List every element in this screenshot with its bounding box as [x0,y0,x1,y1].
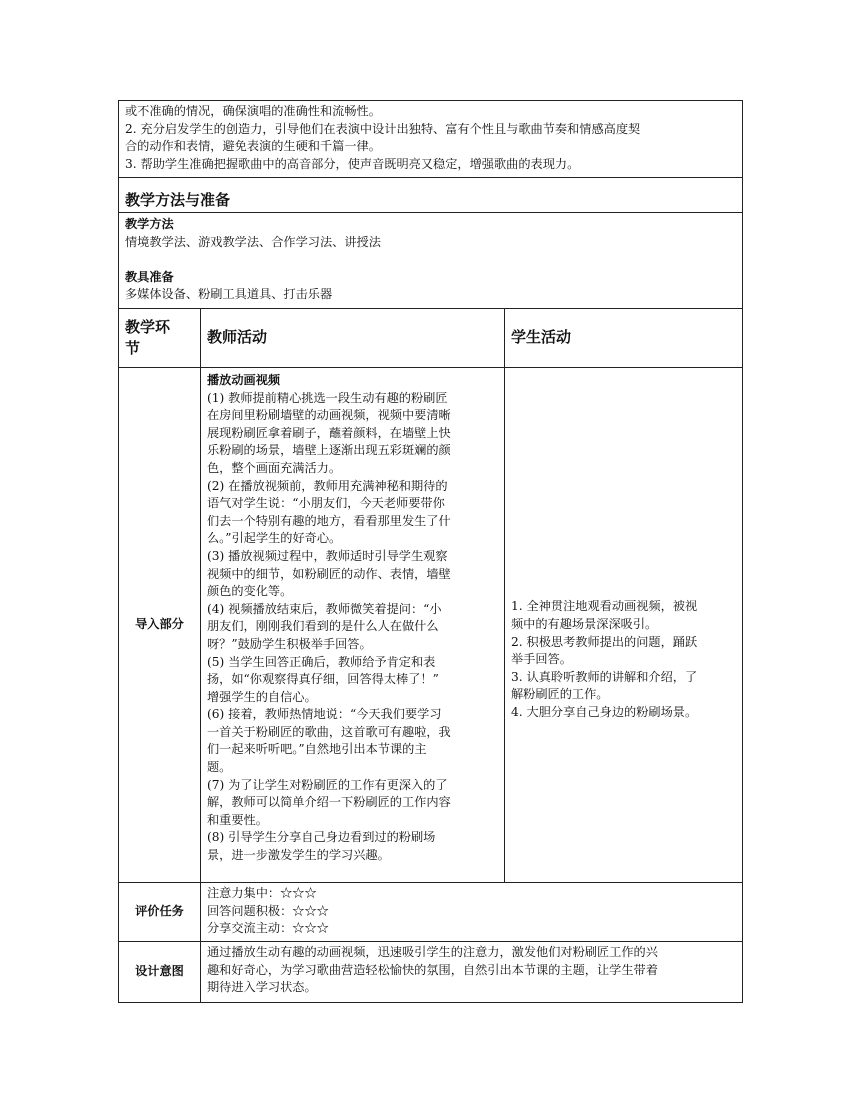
text-line: 语气对学生说：“小朋友们，今天老师要带你 [207,496,445,511]
tools-text: 多媒体设备、粉刷工具道具、打击乐器 [125,287,333,302]
col-header-stage: 教学环 节 [125,318,171,357]
text-line: 扬，如“你观察得真仔细，回答得太棒了！” [207,672,439,687]
text-line: 色，整个画面充满活力。 [207,460,342,475]
design-intent-label: 设计意图 [135,964,184,979]
methods-content-row [119,213,743,309]
text-line: 2. 充分启发学生的创造力，引导他们在表演中设计出独特、富有个性且与歌曲节奏和情感高度契 [125,121,641,136]
text-line: 颜色的变化等。 [207,584,293,599]
table-header-row [119,309,743,368]
evaluation-item: 分享交流主动：☆☆☆ [207,921,329,936]
evaluation-item: 回答问题积极：☆☆☆ [207,903,329,918]
design-intent-row [119,942,743,1003]
text-line: 呀？”鼓励学生积极举手回答。 [207,636,372,651]
methods-content [119,213,742,304]
text-line: (5) 当学生回答正确后，教师给予肯定和表 [207,654,436,669]
text-line: 4. 大胆分享自己身边的粉刷场景。 [511,704,698,719]
text-line: 视频中的细节，如粉刷匠的动作、表情，墙壁 [207,566,451,581]
text-line: 景，进一步激发学生的学习兴趣。 [207,848,390,863]
text-line: (7) 为了让学生对粉刷匠的工作有更深入的了 [207,777,448,792]
student-activity-lines [511,598,736,721]
lesson-plan-document [118,100,742,1003]
text-line: 乐粉刷的场景，墙壁上逐渐出现五彩斑斓的颜 [207,443,451,458]
evaluation-content [201,883,742,938]
evaluation-label: 评价任务 [135,904,184,919]
text-line: 解粉刷匠的工作。 [511,687,609,702]
evaluation-row [119,883,743,942]
text-line: (4) 视频播放结束后，教师微笑着提问：“小 [207,601,442,616]
teacher-activity-heading: 播放动画视频 [207,373,281,387]
methods-title-row [119,178,743,213]
text-line: 1. 全神贯注地观看动画视频，被视 [511,599,698,614]
objectives-continuation-text [119,101,742,173]
text-line: 举手回答。 [511,652,572,667]
text-line: (1) 教师提前精心挑选一段生动有趣的粉刷匠 [207,390,448,405]
text-line: 和重要性。 [207,812,268,827]
text-line: 展现粉刷匠拿着刷子，蘸着颜料，在墙壁上快 [207,425,451,440]
text-line: 题。 [207,760,232,775]
text-line: 趣和好奇心，为学习歌曲营造轻松愉快的氛围，自然引出本节课的主题，让学生带着 [207,962,658,977]
text-line: 3. 帮助学生准确把握歌曲中的高音部分，使声音既明亮又稳定，增强歌曲的表现力。 [125,156,580,171]
text-line: 在房间里粉刷墙壁的动画视频，视频中要清晰 [207,408,451,423]
objectives-continuation-row [119,101,743,178]
method-heading: 教学方法 [125,217,174,231]
lesson-plan-table [118,100,743,1003]
text-line: 合的动作和表情，避免表演的生硬和千篇一律。 [125,139,381,154]
method-text: 情境教学法、游戏教学法、合作学习法、讲授法 [125,234,381,249]
col-header-student: 学生活动 [511,328,572,347]
text-line: (2) 在播放视频前，教师用充满神秘和期待的 [207,478,448,493]
text-line: 频中的有趣场景深深吸引。 [511,617,658,632]
text-line: 们一起来听听吧。”自然地引出本节课的主 [207,742,427,757]
text-line: (3) 播放视频过程中，教师适时引导学生观察 [207,548,448,563]
intro-row [119,368,743,883]
tools-heading: 教具准备 [125,269,174,284]
col-header-teacher: 教师活动 [207,328,268,347]
evaluation-item: 注意力集中：☆☆☆ [207,886,317,900]
text-line: 增强学生的自信心。 [207,689,317,704]
teacher-activity-lines [207,390,498,865]
intro-label: 导入部分 [135,617,184,632]
text-line: 3. 认真聆听教师的讲解和介绍，了 [511,669,698,684]
text-line: 解，教师可以简单介绍一下粉刷匠的工作内容 [207,795,451,810]
intro-student-activity [505,528,742,721]
text-line: 朋友们，刚刚我们看到的是什么人在做什么 [207,619,439,634]
text-line: 一首关于粉刷匠的歌曲，这首歌可有趣啦，我 [207,724,451,739]
design-intent-content [201,942,742,997]
text-line: 通过播放生动有趣的动画视频，迅速吸引学生的注意力，激发他们对粉刷匠工作的兴 [207,945,658,959]
intro-teacher-activity [201,368,504,865]
text-line: 么。”引起学生的好奇心。 [207,531,342,546]
text-line: 期待进入学习状态。 [207,980,317,995]
text-line: (8) 引导学生分享自己身边看到过的粉刷场 [207,830,436,845]
text-line: 或不准确的情况，确保演唱的准确性和流畅性。 [125,104,381,118]
section-title: 教学方法与准备 [125,191,231,210]
text-line: (6) 接着，教师热情地说：“今天我们要学习 [207,707,442,722]
text-line: 们去一个特别有趣的地方，看看那里发生了什 [207,513,451,528]
text-line: 2. 积极思考教师提出的问题，踊跃 [511,634,698,649]
